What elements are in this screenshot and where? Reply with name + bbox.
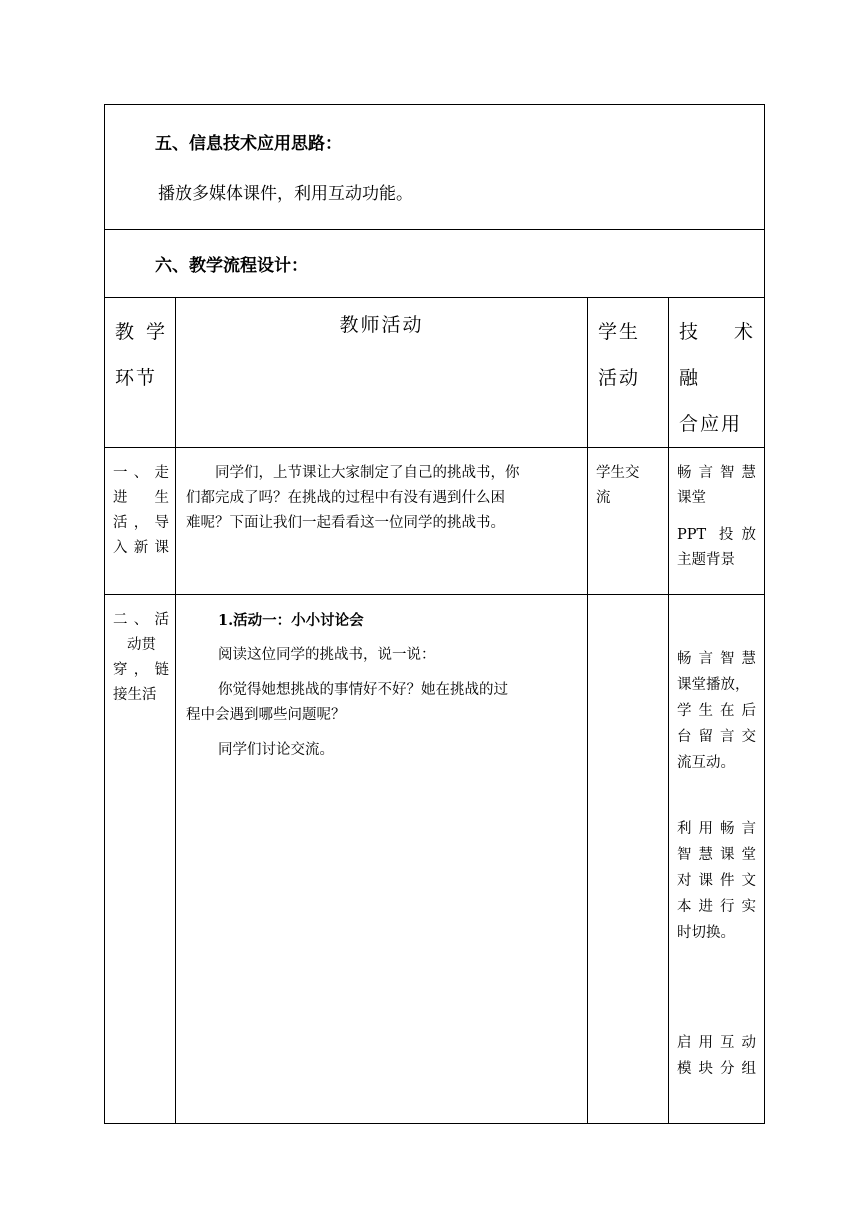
header-tech-line1: 技 术 融 (679, 321, 755, 389)
section5-cell (105, 105, 765, 230)
row1-student-line: 学生交 (596, 465, 640, 481)
row1-teacher (176, 448, 588, 595)
lesson-plan-table (104, 104, 765, 1124)
row2-tech-line: 学生在后 (677, 703, 756, 719)
row2-tech-line: 本进行实 (677, 899, 756, 915)
header-student-line1: 学生 (598, 321, 641, 343)
row1-teacher-line: 们都完成了吗？在挑战的过程中有没有遇到什么困 (186, 490, 505, 506)
section6-cell (105, 230, 765, 298)
table-row (105, 448, 765, 595)
row1-teacher-line: 难呢？下面让我们一起看看这一位同学的挑战书。 (186, 515, 505, 531)
row1-student (588, 448, 669, 595)
section6-heading: 六、教学流程设计： (155, 256, 308, 276)
row2-stage-line: 穿，链 (113, 662, 169, 678)
activity-discussion: 同学们讨论交流。 (218, 742, 334, 758)
header-stage-line1: 教 学 (115, 321, 167, 343)
row2-tech-line: 启用互动 (677, 1035, 756, 1051)
header-student (588, 298, 669, 448)
row1-student-line: 流 (596, 490, 611, 506)
row1-stage (105, 448, 176, 595)
header-teacher (176, 298, 588, 448)
activity-title: 1.活动一：小小讨论会 (218, 612, 364, 629)
row1-tech-line: PPT 投放 (677, 527, 756, 543)
section5-heading: 五、信息技术应用思路： (155, 134, 342, 154)
header-student-line2: 活动 (598, 367, 641, 389)
lesson-plan-page (104, 104, 764, 1088)
activity-question-line: 你觉得她想挑战的事情好不好？她在挑战的过 (218, 682, 508, 698)
activity-prompt: 阅读这位同学的挑战书，说一说： (218, 647, 436, 663)
row2-tech-line: 时切换。 (677, 925, 735, 941)
row2-tech-line: 畅言智慧 (677, 651, 756, 667)
row1-stage-line: 一、走 (113, 465, 169, 481)
row1-stage-line: 活，导 (113, 515, 169, 531)
row1-tech-line: 主题背景 (677, 552, 735, 568)
activity-question-line: 程中会遇到哪些问题呢？ (186, 707, 346, 723)
row2-tech-line: 台留言交 (677, 729, 756, 745)
row1-teacher-line: 同学们，上节课让大家制定了自己的挑战书，你 (215, 465, 520, 481)
header-stage (105, 298, 176, 448)
row2-stage-line: 接生活 (113, 687, 157, 703)
row1-stage-line: 进 生 (113, 490, 169, 506)
table-row (105, 595, 765, 1124)
row2-tech (669, 595, 765, 1124)
header-teacher-label: 教师活动 (339, 314, 424, 336)
header-tech-line2: 合应用 (679, 413, 743, 435)
header-stage-line2: 环节 (115, 367, 158, 389)
row2-stage-line: 动贯 (127, 637, 156, 653)
row2-tech-line: 课堂播放， (677, 677, 750, 693)
row1-stage-line: 入新课 (113, 540, 169, 556)
row2-stage-line: 二、活 (113, 612, 169, 628)
row2-stage (105, 595, 176, 1124)
row2-tech-line: 对课件文 (677, 873, 756, 889)
header-tech (669, 298, 765, 448)
row1-tech-line: 课堂 (677, 490, 706, 506)
row2-tech-line: 利用畅言 (677, 821, 756, 837)
row1-tech-line: 畅言智慧 (677, 465, 756, 481)
section5-body: 播放多媒体课件，利用互动功能。 (158, 184, 413, 204)
row2-teacher (176, 595, 588, 1124)
row1-tech (669, 448, 765, 595)
row2-tech-line: 智慧课堂 (677, 847, 756, 863)
row2-tech-line: 流互动。 (677, 755, 735, 771)
row2-student (588, 595, 669, 1124)
row2-tech-line: 模块分组 (677, 1061, 756, 1077)
